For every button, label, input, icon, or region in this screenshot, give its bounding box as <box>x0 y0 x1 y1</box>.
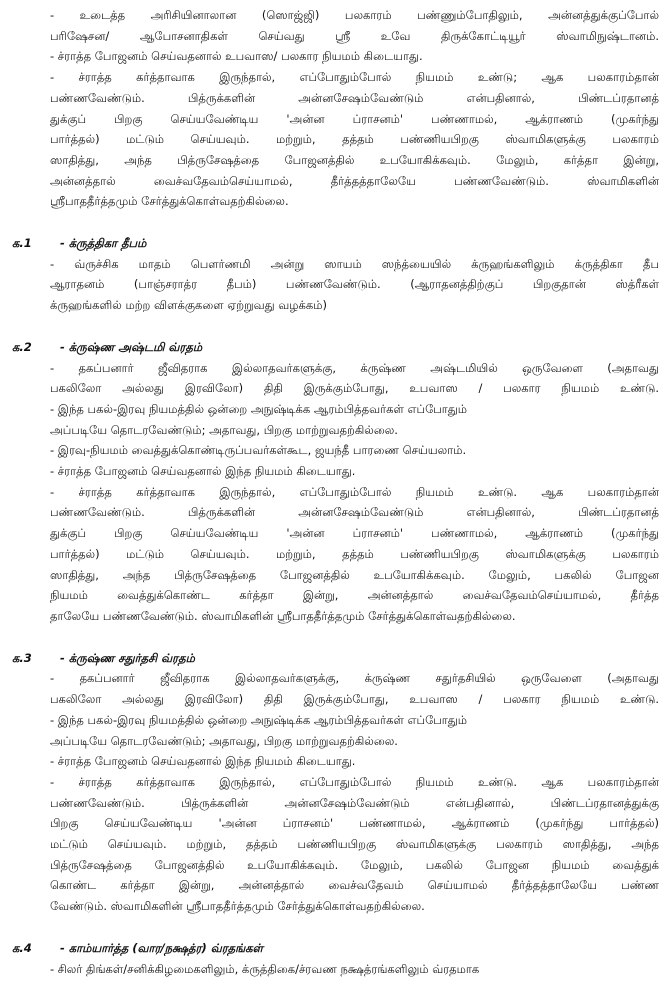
text-line: க்ருஹங்களில் மற்ற விளக்குகளை ஏற்றுவது வழக்கம்) <box>50 298 327 313</box>
section-number: க.1 <box>12 236 32 251</box>
text-line: பிறகு செய்யவேண்டிய 'அன்ன ப்ராசனம்' பண்ணாமல், ஆக்ராணம் (முகர்ந்து பார்த்தல்) <box>50 816 659 831</box>
section-title: - க்ருத்திகா தீபம் <box>60 236 147 251</box>
text-line: - ச்ராத்த போஜனம் செய்வதனால் உபவாஸ/ பலகார நியமம் கிடையாது. <box>50 49 423 64</box>
text-line: பரிஷேசன/ ஆபோசனாதிகள் செய்வது ஸ்ரீ உவே திருக்கோட்டியூர் ஸ்வாமிநுஷ்டானம். <box>50 28 659 43</box>
section-number: க.2 <box>12 339 32 354</box>
section-title: - க்ருஷ்ண அஷ்டமி வ்ரதம் <box>60 339 203 354</box>
intro-paragraph <box>12 5 659 212</box>
text-line: பகலிலோ அல்லது இரவிலோ) திதி இருக்கும்போது, உபவாஸ / பலகார நியமம் உண்டு. <box>50 381 659 396</box>
text-line: அப்படியே தொடரவேண்டும்; அதாவது, பிறகு மாற்றுவதற்கில்லை. <box>50 733 398 748</box>
text-line: - தகப்பனார் ஜீவிதராக இல்லாதவர்களுக்கு, க்ருஷ்ண சதுர்தசியில் ஒருவேளை (அதாவது <box>50 671 659 686</box>
text-line: துக்குப் பிறகு செய்யவேண்டிய 'அன்ன ப்ராசனம்' பண்ணாமல், ஆக்ராணம் (முகர்ந்து <box>50 526 659 541</box>
text-line: ஸாதித்து, அந்த பித்ருசேஷத்தை போஜனத்தில் உபயோகிக்கவும். மேலும், பகலில் போஜன <box>50 567 659 582</box>
text-line: - ச்ராத்த கர்த்தாவாக இருந்தால், எப்போதும்போல் நியமம் உண்டு; ஆக பலகாரம்தான் <box>50 70 659 85</box>
section-number: க.3 <box>12 650 32 665</box>
text-line: - வ்ருச்சிக மாதம் பௌர்ணமி அன்று ஸாயம் ஸந்த்யையில் க்ருஹங்களிலும் க்ருத்திகா தீப <box>50 256 659 271</box>
section-body <box>12 358 659 627</box>
text-line: ஸாதித்து, அந்த பித்ருசேஷத்தை போஜனத்தில் உபயோகிக்கவும். மேலும், கர்த்தா இன்று, <box>50 152 659 167</box>
text-line: தாலேயே பண்ணவேண்டும். ஸ்வாமிகளின் ஸ்ரீபாததீர்த்தமும் சேர்த்துக்கொள்வதற்கில்லை. <box>50 608 516 623</box>
text-line: - இரவு-நியமம் வைத்துக்கொண்டிருப்பவர்கள்கூட, ஜயந்தீ பாரணை செய்யலாம். <box>50 443 467 458</box>
section-heading <box>12 337 659 358</box>
text-line: - உடைத்த அரிசியினாலான (ஸொஜ்ஜி) பலகாரம் பண்ணும்போதிலும், அன்னத்துக்குப்போல் <box>50 8 659 22</box>
text-line: ஸ்ரீபாததீர்த்தமும் சேர்த்துக்கொள்வதற்கில்லை. <box>50 194 289 209</box>
text-line: பார்த்தல்) மட்டும் செய்யவும். மற்றும், தத்தம் பண்ணியபிறகு ஸ்வாமிகளுக்கு பலகாரம் <box>50 546 659 561</box>
text-line: - இந்த பகல்-இரவு நியமத்தில் ஒன்றை அநுஷ்டிக்க ஆரம்பித்தவர்கள் எப்போதும் <box>50 712 468 727</box>
section-heading <box>12 233 659 254</box>
text-line: அப்படியே தொடரவேண்டும்; அதாவது, பிறகு மாற்றுவதற்கில்லை. <box>50 422 398 437</box>
text-line: துக்குப் பிறகு செய்யவேண்டிய 'அன்ன ப்ராசனம்' பண்ணாமல், ஆக்ராணம் (முகர்ந்து <box>50 111 659 126</box>
section-body <box>12 959 659 980</box>
text-line: பகலிலோ அல்லது இரவிலோ) திதி இருக்கும்போது, உபவாஸ / பலகார நியமம் உண்டு. <box>50 692 659 707</box>
text-line: பண்ணவேண்டும். பித்ருக்களின் அன்னசேஷம்வேண்டும் என்பதினால், பிண்டப்ரதானத் <box>50 505 659 520</box>
section-title: - க்ருஷ்ண சதுர்தசி வ்ரதம் <box>60 650 195 665</box>
text-line: - தகப்பனார் ஜீவிதராக இல்லாதவர்களுக்கு, க்ருஷ்ண அஷ்டமியில் ஒருவேளை (அதாவது <box>50 360 659 375</box>
text-line: அன்னத்தால் வைச்வதேவம்செய்யாமல், தீர்த்தத்தாலேயே பண்ணவேண்டும். ஸ்வாமிகளின் <box>50 173 659 188</box>
section-body <box>12 254 659 316</box>
section-heading <box>12 648 659 669</box>
text-line: - ச்ராத்த கர்த்தாவாக இருந்தால், எப்போதும்போல் நியமம் உண்டு. ஆக பலகாரம்தான் <box>50 484 659 499</box>
text-line: மட்டும் செய்யவும். மற்றும், தத்தம் பண்ணியபிறகு ஸ்வாமிகளுக்கு பலகாரம் ஸாதித்து, அந்த <box>50 837 659 852</box>
section-heading <box>12 938 659 959</box>
text-line: - இந்த பகல்-இரவு நியமத்தில் ஒன்றை அநுஷ்டிக்க ஆரம்பித்தவர்கள் எப்போதும் <box>50 401 468 416</box>
text-line: - ச்ராத்த கர்த்தாவாக இருந்தால், எப்போதும்போல் நியமம் உண்டு. ஆக பலகாரம்தான் <box>50 774 659 789</box>
section-body <box>12 668 659 916</box>
text-line: பார்த்தல்) மட்டும் செய்யவும். மற்றும், தத்தம் பண்ணியபிறகு ஸ்வாமிகளுக்கு பலகாரம் <box>50 132 659 147</box>
section-title: - காம்யார்த்த (வார/நக்ஷத்ர) வ்ரதங்கள் <box>60 940 263 955</box>
text-line: - ச்ராத்த போஜனம் செய்வதனால் இந்த நியமம் கிடையாது. <box>50 464 356 479</box>
text-line: பித்ருசேஷத்தை போஜனத்தில் உபயோகிக்கவும். மேலும், பகலில் போஜன நியமம் வைத்துக் <box>50 857 659 872</box>
text-line: ஆராதனம் (பாஞ்சராத்ர தீபம்) பண்ணவேண்டும். (ஆராதனத்திற்குப் பிறகுதான் ஸ்த்ரீகள் <box>50 277 659 292</box>
text-line: கொண்ட கர்த்தா இன்று, அன்னத்தால் வைச்வதேவம் செய்யாமல் தீர்த்தத்தாலேயே பண்ண <box>50 878 659 893</box>
text-line: - ச்ராத்த போஜனம் செய்வதனால் இந்த நியமம் கிடையாது. <box>50 754 356 769</box>
text-line: பண்ணவேண்டும். பித்ருக்களின் அன்னசேஷம்வேண்டும் என்பதினால், பிண்டப்ரதானத் <box>50 90 659 105</box>
text-line: பண்ணவேண்டும். பித்ருக்களின் அன்னசேஷம்வேண்டும் என்பதினால், பிண்டப்ரதானத்துக்கு <box>50 795 659 810</box>
section-number: க.4 <box>12 940 32 955</box>
text-line: - சிலர் திங்கள்/சனிக்கிழமைகளிலும், க்ருத்திகை/ச்ரவண நக்ஷத்ரங்களிலும் வ்ரதமாக <box>50 961 480 976</box>
text-line: வேண்டும். ஸ்வாமிகளின் ஸ்ரீபாததீர்த்தமும் சேர்த்துக்கொள்வதற்கில்லை. <box>50 899 425 914</box>
text-line: நியமம் வைத்துக்கொண்ட கர்த்தா இன்று, அன்னத்தால் வைச்வதேவம்செய்யாமல், தீர்த்த <box>50 588 659 603</box>
